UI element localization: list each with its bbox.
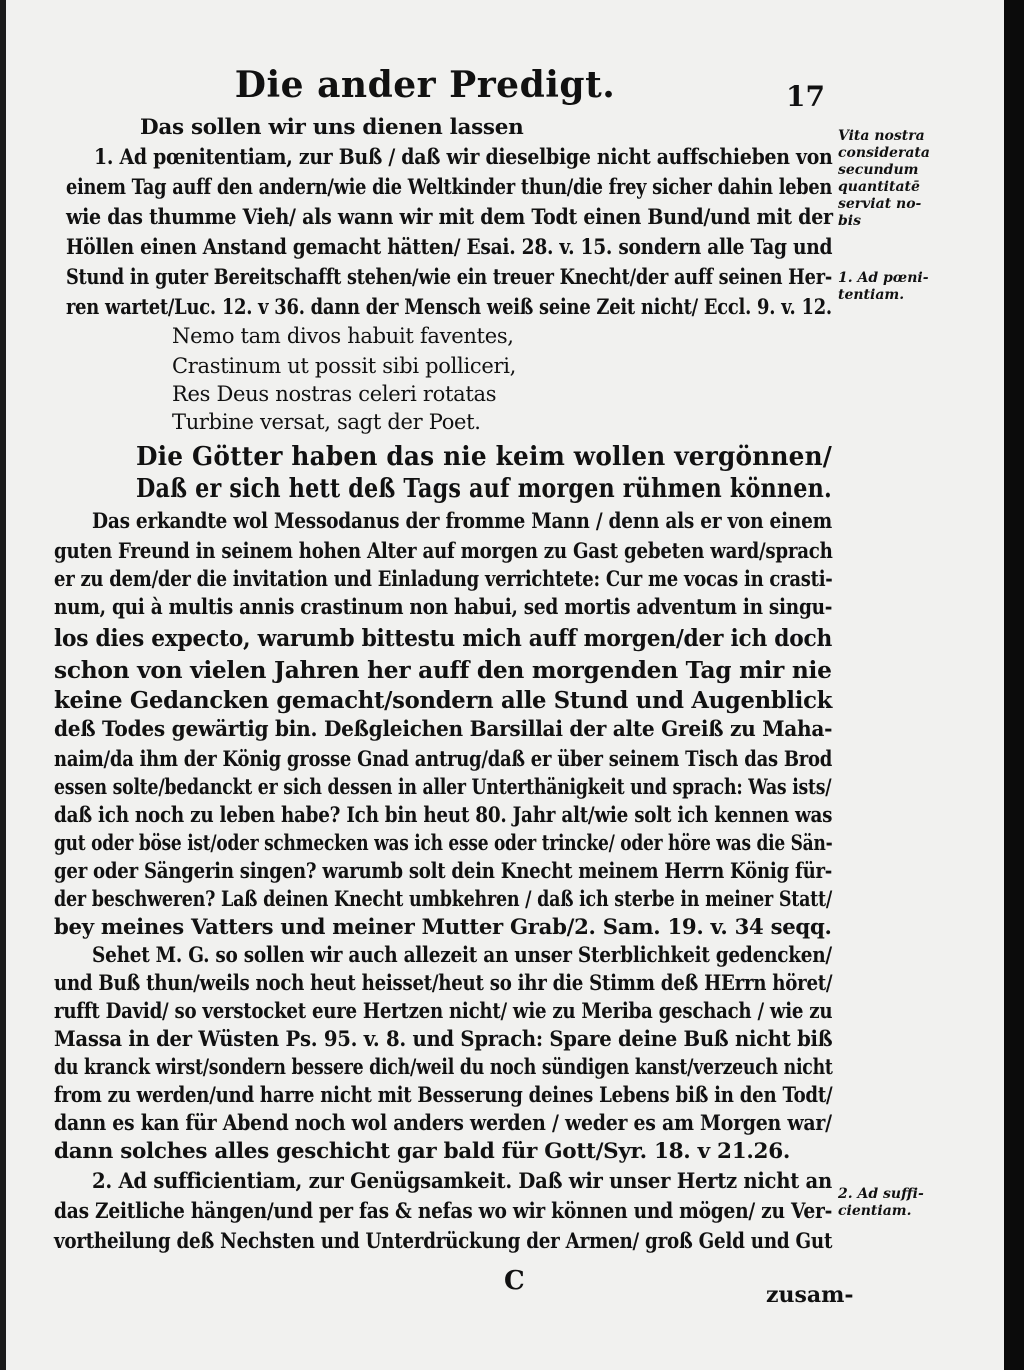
text-line: bey meines Vatters und meiner Mutter Grab/2. Sam. 19. v. 34 seqq. — [54, 915, 832, 940]
text-line: gut oder böse ist/oder schmecken was ich esse oder trincke/ oder höre was die Sän- — [54, 831, 833, 856]
text-line: Massa in der Wüsten Ps. 95. v. 8. und Sprach: Spare deine Buß nicht biß — [54, 1027, 833, 1052]
page-number: 17 — [786, 80, 825, 113]
signature-mark: C — [504, 1266, 525, 1296]
page-left-edge — [0, 0, 6, 1370]
text-line: los dies expecto, warumb bittestu mich auff morgen/der ich doch — [54, 624, 832, 652]
text-line: from zu werden/und harre nicht mit Besserung deines Lebens biß in den Todt/ — [54, 1083, 833, 1108]
verse-line: Crastinum ut possit sibi polliceri, — [172, 354, 516, 378]
text-line: das Zeitliche hängen/und per fas & nefas wo wir können und mögen/ zu Ver- — [54, 1199, 833, 1224]
text-line: Stund in guter Bereitschafft stehen/wie ein treuer Knecht/der auff seinen Her- — [66, 265, 832, 290]
text-line: keine Gedancken gemacht/sondern alle Stund und Augenblick — [54, 686, 833, 714]
couplet-line: Die Götter haben das nie keim wollen vergönnen/ — [136, 442, 833, 472]
text-line: dann es kan für Abend noch wol anders werden / weder es am Morgen war/ — [54, 1111, 832, 1136]
couplet-line: Daß er sich hett deß Tags auf morgen rühmen können. — [136, 474, 832, 504]
text-line: 2. Ad sufficientiam, zur Genügsamkeit. Daß wir unser Hertz nicht an — [92, 1169, 832, 1194]
verse-line: Res Deus nostras celeri rotatas — [172, 382, 497, 406]
text-line: ren wartet/Luc. 12. v 36. dann der Mensch weiß seine Zeit nicht/ Eccl. 9. v. 12. — [66, 295, 832, 320]
text-line: Das sollen wir uns dienen lassen — [140, 115, 524, 140]
text-line: einem Tag auff den andern/wie die Weltkinder thun/die frey sicher dahin leben — [66, 175, 833, 200]
text-line: rufft David/ so verstocket eure Hertzen nicht/ wie zu Meriba geschach / wie zu — [54, 999, 833, 1024]
text-line: Das erkandte wol Messodanus der fromme Mann / denn als er von einem — [92, 509, 832, 534]
text-line: Höllen einen Anstand gemacht hätten/ Esai. 28. v. 15. sondern alle Tag und — [66, 235, 833, 260]
running-title: Die ander Predigt. — [234, 64, 616, 106]
text-line: guten Freund in seinem hohen Alter auf morgen zu Gast gebeten ward/sprach — [54, 539, 833, 564]
text-line: und Buß thun/weils noch heut heisset/heut so ihr die Stimm deß HErrn höret/ — [54, 971, 833, 996]
margin-note: Vita nostra considerata secundum quantitatē serviat no- bis — [838, 128, 930, 229]
text-line: wie das thumme Vieh/ als wann wir mit dem Todt einen Bund/und mit der — [66, 205, 833, 230]
margin-note: 1. Ad pœni- tentiam. — [838, 270, 929, 303]
text-line: essen solte/bedanckt er sich dessen in aller Unterthänigkeit und sprach: Was ists/ — [54, 775, 832, 800]
text-line: schon von vielen Jahren her auff den morgenden Tag mir nie — [54, 656, 832, 684]
text-line: vortheilung deß Nechsten und Unterdrückung der Armen/ groß Geld und Gut — [54, 1229, 833, 1254]
text-line: der beschweren? Laß deinen Knecht umbkehren / daß ich sterbe in meiner Statt/ — [54, 887, 833, 912]
verse-line: Nemo tam divos habuit faventes, — [172, 324, 514, 348]
text-line: Sehet M. G. so sollen wir auch allezeit an unser Sterblichkeit gedencken/ — [92, 943, 832, 968]
text-line: num, qui à multis annis crastinum non habui, sed mortis adventum in singu- — [54, 595, 833, 620]
text-line: 1. Ad pœnitentiam, zur Buß / daß wir dieselbige nicht auffschieben von — [94, 145, 833, 170]
margin-note: 2. Ad suffi- cientiam. — [838, 1186, 924, 1219]
text-line: du kranck wirst/sondern bessere dich/weil du noch sündigen kanst/verzeuch nicht — [54, 1055, 833, 1080]
text-line: ger oder Sängerin singen? warumb solt dein Knecht meinem Herrn König für- — [54, 859, 833, 884]
text-line: deß Todes gewärtig bin. Deßgleichen Barsillai der alte Greiß zu Maha- — [54, 717, 833, 742]
catchword: zusam- — [766, 1282, 854, 1308]
verse-line: Turbine versat, sagt der Poet. — [172, 410, 481, 434]
text-line: daß ich noch zu leben habe? Ich bin heut 80. Jahr alt/wie solt ich kennen was — [54, 803, 833, 828]
text-line: naim/da ihm der König grosse Gnad antrug/daß er über seinem Tisch das Brod — [54, 747, 833, 772]
text-line: dann solches alles geschicht gar bald für Gott/Syr. 18. v 21.26. — [54, 1139, 791, 1164]
page-right-edge — [1004, 0, 1024, 1370]
text-line: er zu dem/der die invitation und Einladung verrichtete: Cur me vocas in crasti- — [54, 567, 833, 592]
